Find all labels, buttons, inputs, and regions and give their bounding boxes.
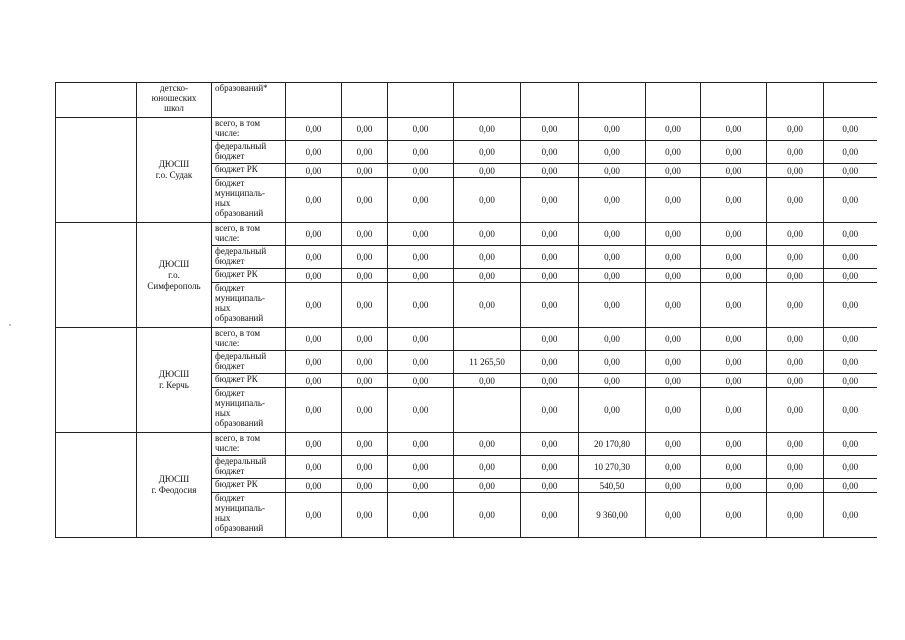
value-cell: 0,00 — [579, 388, 646, 433]
value-cell: 0,00 — [579, 246, 646, 269]
value-cell: 0,00 — [701, 351, 767, 374]
value-cell: 0,00 — [646, 479, 701, 493]
value-cell: 0,00 — [342, 456, 388, 479]
header-empty-cell — [824, 83, 877, 118]
budget-item-cell: бюджет муниципаль- ных образований — [212, 493, 286, 538]
value-cell: 0,00 — [824, 118, 877, 141]
value-cell: 0,00 — [767, 374, 824, 388]
value-cell: 0,00 — [824, 328, 877, 351]
value-cell: 0,00 — [342, 141, 388, 164]
value-cell: 0,00 — [388, 283, 454, 328]
value-cell: 0,00 — [286, 141, 342, 164]
value-cell: 0,00 — [824, 479, 877, 493]
value-cell: 0,00 — [579, 141, 646, 164]
value-cell: 0,00 — [286, 456, 342, 479]
header-empty-cell — [521, 83, 579, 118]
value-cell: 0,00 — [521, 223, 579, 246]
value-cell: 0,00 — [767, 433, 824, 456]
value-cell: 0,00 — [286, 164, 342, 178]
value-cell: 0,00 — [286, 269, 342, 283]
value-cell: 0,00 — [701, 388, 767, 433]
value-cell: 0,00 — [388, 374, 454, 388]
budget-item-cell: всего, в том числе: — [212, 328, 286, 351]
value-cell: 0,00 — [521, 351, 579, 374]
header-empty-cell — [579, 83, 646, 118]
value-cell: 0,00 — [579, 328, 646, 351]
header-empty-cell — [701, 83, 767, 118]
value-cell: 0,00 — [454, 164, 521, 178]
value-cell: 0,00 — [521, 141, 579, 164]
value-cell: 0,00 — [342, 118, 388, 141]
value-cell: 0,00 — [767, 118, 824, 141]
value-cell: 0,00 — [579, 283, 646, 328]
row-number-cell — [56, 328, 137, 433]
value-cell: 0,00 — [646, 269, 701, 283]
value-cell: 0,00 — [388, 269, 454, 283]
value-cell: 0,00 — [824, 388, 877, 433]
value-cell: 0,00 — [767, 269, 824, 283]
value-cell: 0,00 — [388, 493, 454, 538]
value-cell: 0,00 — [388, 456, 454, 479]
value-cell: 0,00 — [824, 178, 877, 223]
value-cell: 0,00 — [701, 328, 767, 351]
value-cell: 0,00 — [286, 374, 342, 388]
table-row — [56, 118, 877, 141]
value-cell — [454, 388, 521, 433]
header-empty-cell — [286, 83, 342, 118]
value-cell: 0,00 — [454, 223, 521, 246]
budget-item-cell: всего, в том числе: — [212, 118, 286, 141]
budget-item-cell: федеральный бюджет — [212, 141, 286, 164]
value-cell: 0,00 — [646, 118, 701, 141]
value-cell: 0,00 — [388, 479, 454, 493]
value-cell: 0,00 — [646, 246, 701, 269]
value-cell: 0,00 — [579, 351, 646, 374]
value-cell: 0,00 — [701, 223, 767, 246]
value-cell: 0,00 — [521, 374, 579, 388]
school-name-cell: ДЮСШ г. Феодосия — [137, 433, 212, 538]
value-cell: 0,00 — [701, 141, 767, 164]
value-cell: 0,00 — [342, 246, 388, 269]
value-cell: 0,00 — [701, 246, 767, 269]
value-cell: 0,00 — [701, 493, 767, 538]
budget-item-cell: бюджет муниципаль- ных образований — [212, 178, 286, 223]
value-cell: 0,00 — [824, 269, 877, 283]
value-cell: 0,00 — [388, 223, 454, 246]
value-cell: 0,00 — [701, 269, 767, 283]
value-cell: 0,00 — [342, 433, 388, 456]
value-cell: 0,00 — [454, 118, 521, 141]
value-cell: 0,00 — [521, 433, 579, 456]
value-cell: 10 270,30 — [579, 456, 646, 479]
value-cell: 0,00 — [521, 479, 579, 493]
value-cell: 0,00 — [521, 456, 579, 479]
value-cell: 0,00 — [521, 269, 579, 283]
value-cell: 0,00 — [388, 433, 454, 456]
value-cell: 0,00 — [454, 493, 521, 538]
budget-item-cell: всего, в том числе: — [212, 433, 286, 456]
school-name-cell: ДЮСШ г.о. Симферополь — [137, 223, 212, 328]
value-cell: 0,00 — [646, 283, 701, 328]
value-cell: 0,00 — [342, 223, 388, 246]
value-cell: 0,00 — [701, 479, 767, 493]
value-cell: 0,00 — [521, 493, 579, 538]
value-cell: 0,00 — [646, 164, 701, 178]
header-empty-cell — [342, 83, 388, 118]
row-number-cell — [56, 223, 137, 328]
table-row — [56, 328, 877, 351]
value-cell: 0,00 — [388, 118, 454, 141]
value-cell: 0,00 — [286, 479, 342, 493]
value-cell: 0,00 — [646, 388, 701, 433]
value-cell: 0,00 — [701, 178, 767, 223]
value-cell: 0,00 — [342, 178, 388, 223]
value-cell: 0,00 — [767, 178, 824, 223]
value-cell: 0,00 — [767, 246, 824, 269]
budget-item-cell: бюджет РК — [212, 479, 286, 493]
value-cell: 0,00 — [388, 141, 454, 164]
value-cell: 0,00 — [579, 164, 646, 178]
value-cell: 0,00 — [388, 246, 454, 269]
value-cell: 0,00 — [286, 283, 342, 328]
header-empty-cell — [767, 83, 824, 118]
value-cell: 0,00 — [388, 388, 454, 433]
value-cell: 0,00 — [824, 374, 877, 388]
value-cell: 0,00 — [342, 479, 388, 493]
table-body — [56, 83, 877, 538]
value-cell: 0,00 — [824, 351, 877, 374]
value-cell: 20 170,80 — [579, 433, 646, 456]
budget-item-cell: федеральный бюджет — [212, 246, 286, 269]
header-empty-cell — [388, 83, 454, 118]
value-cell: 0,00 — [286, 388, 342, 433]
value-cell: 0,00 — [646, 223, 701, 246]
table-row — [56, 433, 877, 456]
scan-speck — [9, 324, 11, 326]
value-cell: 0,00 — [767, 456, 824, 479]
school-name-cell: ДЮСШ г.о. Судак — [137, 118, 212, 223]
value-cell: 0,00 — [824, 493, 877, 538]
header-school-type: детско- юношеских школ — [137, 83, 212, 118]
value-cell: 0,00 — [342, 351, 388, 374]
value-cell: 0,00 — [521, 118, 579, 141]
value-cell: 0,00 — [454, 433, 521, 456]
value-cell: 0,00 — [521, 283, 579, 328]
value-cell: 0,00 — [454, 269, 521, 283]
header-number-cell — [56, 83, 137, 118]
value-cell: 0,00 — [767, 493, 824, 538]
value-cell: 0,00 — [388, 328, 454, 351]
value-cell: 0,00 — [824, 456, 877, 479]
value-cell: 0,00 — [767, 164, 824, 178]
value-cell: 0,00 — [454, 141, 521, 164]
value-cell — [454, 328, 521, 351]
budget-item-cell: бюджет РК — [212, 164, 286, 178]
value-cell: 0,00 — [342, 164, 388, 178]
value-cell: 0,00 — [521, 328, 579, 351]
value-cell: 0,00 — [767, 388, 824, 433]
value-cell: 0,00 — [646, 433, 701, 456]
value-cell: 0,00 — [646, 456, 701, 479]
value-cell: 0,00 — [701, 374, 767, 388]
budget-table-page — [55, 82, 877, 538]
value-cell: 0,00 — [521, 246, 579, 269]
school-name-cell: ДЮСШ г. Керчь — [137, 328, 212, 433]
budget-item-cell: бюджет муниципаль- ных образований — [212, 388, 286, 433]
value-cell: 0,00 — [646, 178, 701, 223]
value-cell: 0,00 — [454, 374, 521, 388]
header-empty-cell — [454, 83, 521, 118]
budget-item-cell: федеральный бюджет — [212, 456, 286, 479]
value-cell: 0,00 — [767, 141, 824, 164]
budget-item-cell: бюджет муниципаль- ных образований — [212, 283, 286, 328]
value-cell: 0,00 — [824, 141, 877, 164]
value-cell: 0,00 — [579, 118, 646, 141]
value-cell: 0,00 — [286, 493, 342, 538]
value-cell: 0,00 — [388, 178, 454, 223]
value-cell: 0,00 — [454, 246, 521, 269]
value-cell: 0,00 — [701, 164, 767, 178]
value-cell: 0,00 — [286, 223, 342, 246]
value-cell: 0,00 — [579, 178, 646, 223]
value-cell: 0,00 — [767, 479, 824, 493]
value-cell: 0,00 — [646, 493, 701, 538]
table-row — [56, 223, 877, 246]
value-cell: 0,00 — [701, 433, 767, 456]
value-cell: 0,00 — [286, 328, 342, 351]
value-cell: 0,00 — [824, 164, 877, 178]
value-cell: 0,00 — [521, 164, 579, 178]
budget-item-cell: федеральный бюджет — [212, 351, 286, 374]
value-cell: 9 360,00 — [579, 493, 646, 538]
value-cell: 0,00 — [388, 164, 454, 178]
value-cell: 0,00 — [579, 223, 646, 246]
value-cell: 0,00 — [824, 283, 877, 328]
budget-table — [55, 82, 877, 538]
value-cell: 0,00 — [767, 351, 824, 374]
value-cell: 0,00 — [579, 374, 646, 388]
value-cell: 0,00 — [646, 141, 701, 164]
value-cell: 0,00 — [521, 388, 579, 433]
value-cell: 0,00 — [286, 118, 342, 141]
value-cell: 0,00 — [342, 283, 388, 328]
row-number-cell — [56, 118, 137, 223]
value-cell: 0,00 — [342, 388, 388, 433]
value-cell: 0,00 — [342, 493, 388, 538]
value-cell: 0,00 — [701, 118, 767, 141]
value-cell: 0,00 — [646, 328, 701, 351]
value-cell: 0,00 — [521, 178, 579, 223]
header-row — [56, 83, 877, 118]
value-cell: 0,00 — [701, 456, 767, 479]
value-cell: 0,00 — [767, 283, 824, 328]
value-cell: 0,00 — [454, 456, 521, 479]
value-cell: 0,00 — [767, 223, 824, 246]
header-item-type: образований* — [212, 83, 286, 118]
value-cell: 0,00 — [286, 433, 342, 456]
value-cell: 0,00 — [454, 283, 521, 328]
budget-item-cell: бюджет РК — [212, 374, 286, 388]
value-cell: 0,00 — [767, 328, 824, 351]
value-cell: 0,00 — [286, 178, 342, 223]
value-cell: 0,00 — [454, 479, 521, 493]
budget-item-cell: бюджет РК — [212, 269, 286, 283]
value-cell: 0,00 — [824, 246, 877, 269]
budget-item-cell: всего, в том числе: — [212, 223, 286, 246]
value-cell: 0,00 — [579, 269, 646, 283]
header-empty-cell — [646, 83, 701, 118]
value-cell: 0,00 — [342, 328, 388, 351]
value-cell: 0,00 — [646, 374, 701, 388]
row-number-cell — [56, 433, 137, 538]
value-cell: 0,00 — [286, 246, 342, 269]
value-cell: 0,00 — [342, 374, 388, 388]
value-cell: 11 265,50 — [454, 351, 521, 374]
value-cell: 0,00 — [646, 351, 701, 374]
value-cell: 0,00 — [454, 178, 521, 223]
value-cell: 0,00 — [701, 283, 767, 328]
value-cell: 0,00 — [388, 351, 454, 374]
value-cell: 0,00 — [342, 269, 388, 283]
value-cell: 0,00 — [824, 223, 877, 246]
value-cell: 0,00 — [824, 433, 877, 456]
value-cell: 0,00 — [286, 351, 342, 374]
value-cell: 540,50 — [579, 479, 646, 493]
